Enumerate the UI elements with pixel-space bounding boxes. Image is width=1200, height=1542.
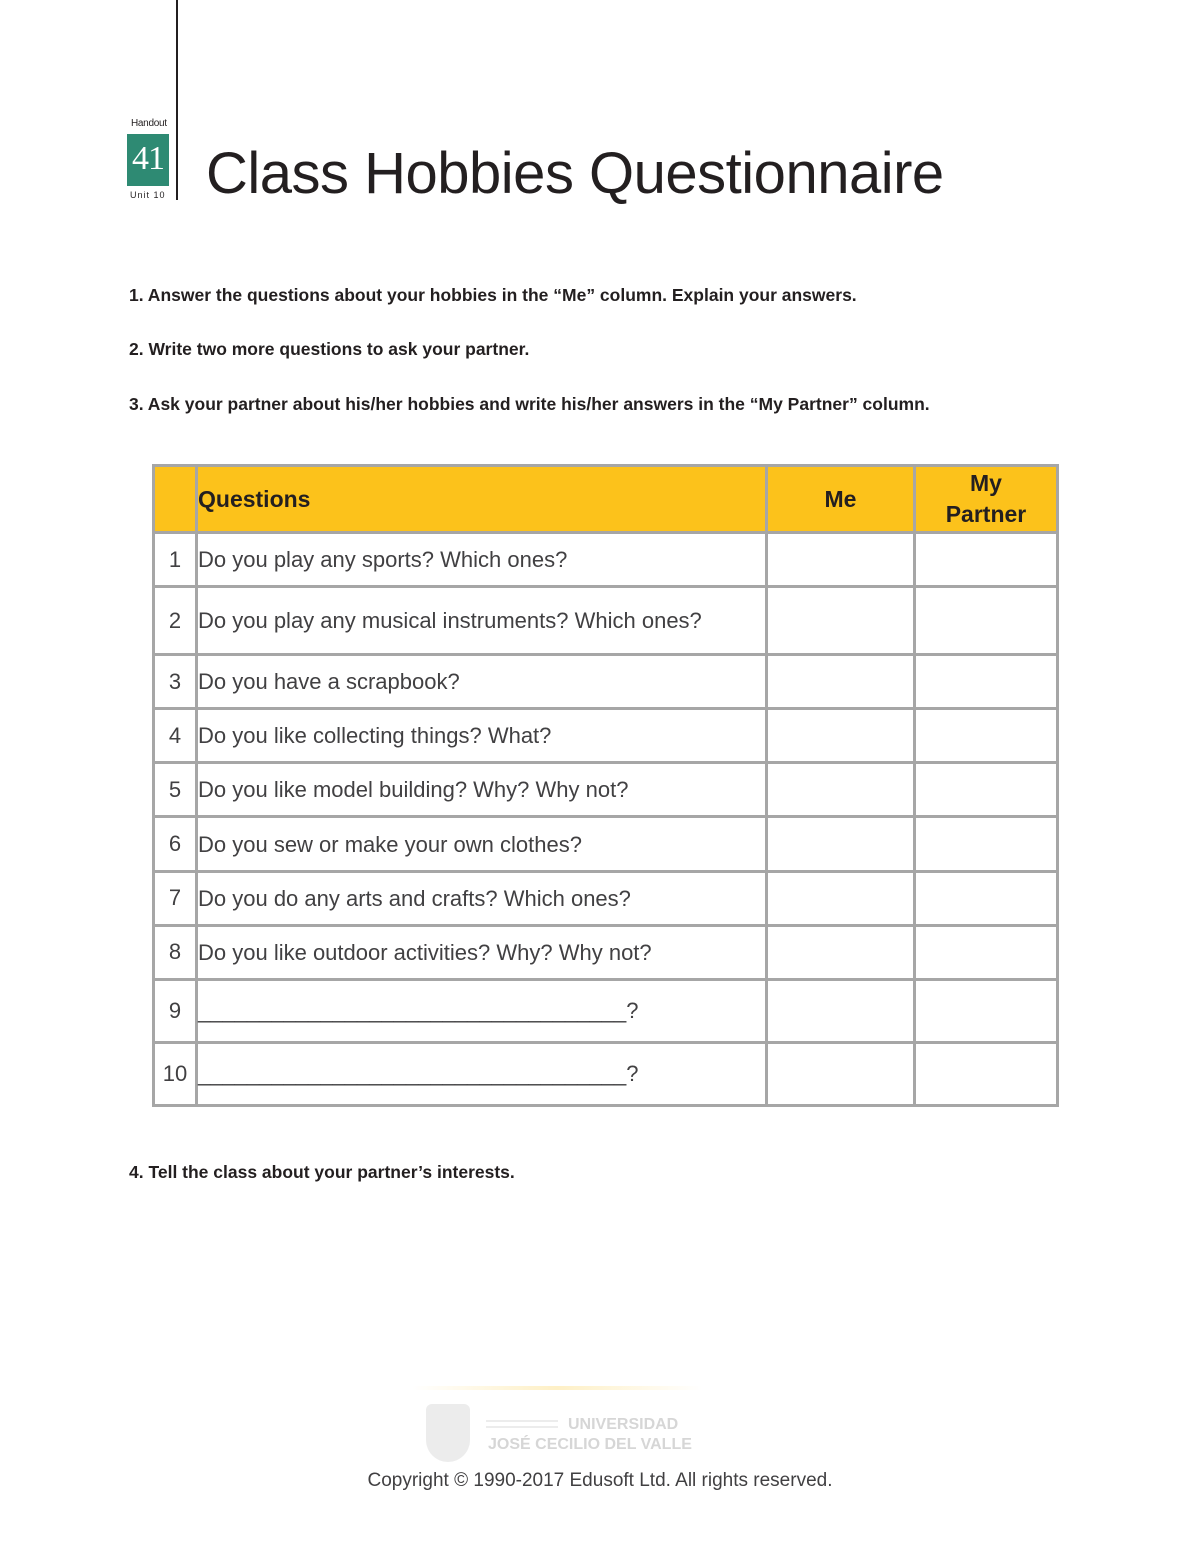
question-text: Do you do any arts and crafts? Which ones? xyxy=(197,871,767,925)
row-number: 8 xyxy=(154,925,197,979)
question-text: Do you like collecting things? What? xyxy=(197,709,767,763)
header-my-partner xyxy=(915,466,1058,533)
partner-answer-cell[interactable] xyxy=(915,871,1058,925)
table-row xyxy=(154,709,1058,763)
handout-label: Handout xyxy=(131,118,167,129)
footer-divider xyxy=(412,1386,702,1390)
university-logo-lines xyxy=(486,1420,558,1422)
instruction-1: 1. Answer the questions about your hobbies in the “Me” column. Explain your answers. xyxy=(129,285,857,305)
question-blank[interactable]: ___________________________________? xyxy=(197,979,767,1042)
row-number: 2 xyxy=(154,587,197,655)
partner-answer-cell[interactable] xyxy=(915,709,1058,763)
table-header-row xyxy=(154,466,1058,533)
me-answer-cell[interactable] xyxy=(767,763,915,817)
questionnaire-table xyxy=(152,464,1059,1107)
partner-answer-cell[interactable] xyxy=(915,817,1058,871)
instruction-2: 2. Write two more questions to ask your partner. xyxy=(129,339,530,359)
page-title: Class Hobbies Questionnaire xyxy=(206,141,944,206)
me-answer-cell[interactable] xyxy=(767,979,915,1042)
me-answer-cell[interactable] xyxy=(767,925,915,979)
university-name-line2: JOSÉ CECILIO DEL VALLE xyxy=(488,1436,692,1453)
unit-label: Unit 10 xyxy=(130,190,166,200)
university-name-line1: UNIVERSIDAD xyxy=(568,1416,679,1433)
table-row xyxy=(154,763,1058,817)
question-text: Do you sew or make your own clothes? xyxy=(197,817,767,871)
row-number: 7 xyxy=(154,871,197,925)
header-me: Me xyxy=(767,466,915,533)
row-number: 3 xyxy=(154,655,197,709)
partner-answer-cell[interactable] xyxy=(915,925,1058,979)
partner-answer-cell[interactable] xyxy=(915,1042,1058,1105)
row-number: 5 xyxy=(154,763,197,817)
table-row xyxy=(154,533,1058,587)
me-answer-cell[interactable] xyxy=(767,709,915,763)
header-questions: Questions xyxy=(197,466,767,533)
table-row xyxy=(154,979,1058,1042)
header-number-cell xyxy=(154,466,197,533)
me-answer-cell[interactable] xyxy=(767,871,915,925)
header-my-partner-line1: My xyxy=(970,470,1002,496)
table-row xyxy=(154,1042,1058,1105)
me-answer-cell[interactable] xyxy=(767,587,915,655)
question-text: Do you like model building? Why? Why not? xyxy=(197,763,767,817)
table-row xyxy=(154,817,1058,871)
question-text: Do you like outdoor activities? Why? Why not? xyxy=(197,925,767,979)
table-row xyxy=(154,925,1058,979)
handout-number-badge: 41 xyxy=(127,134,169,186)
instruction-3: 3. Ask your partner about his/her hobbies and write his/her answers in the “My Partner” column. xyxy=(129,394,930,414)
header-my-partner-line2: Partner xyxy=(945,501,1027,527)
me-answer-cell[interactable] xyxy=(767,655,915,709)
row-number: 10 xyxy=(154,1042,197,1105)
row-number: 1 xyxy=(154,533,197,587)
instruction-4: 4. Tell the class about your partner’s interests. xyxy=(129,1162,515,1182)
partner-answer-cell[interactable] xyxy=(915,763,1058,817)
question-text: Do you play any sports? Which ones? xyxy=(197,533,767,587)
me-answer-cell[interactable] xyxy=(767,817,915,871)
partner-answer-cell[interactable] xyxy=(915,979,1058,1042)
row-number: 6 xyxy=(154,817,197,871)
me-answer-cell[interactable] xyxy=(767,533,915,587)
header-vertical-rule xyxy=(176,0,178,200)
table-row xyxy=(154,871,1058,925)
row-number: 4 xyxy=(154,709,197,763)
table-row xyxy=(154,587,1058,655)
partner-answer-cell[interactable] xyxy=(915,533,1058,587)
table-row xyxy=(154,655,1058,709)
question-blank[interactable]: ___________________________________? xyxy=(197,1042,767,1105)
university-crest-logo xyxy=(426,1404,470,1462)
question-text: Do you have a scrapbook? xyxy=(197,655,767,709)
me-answer-cell[interactable] xyxy=(767,1042,915,1105)
partner-answer-cell[interactable] xyxy=(915,655,1058,709)
copyright-notice: Copyright © 1990-2017 Edusoft Ltd. All rights reserved. xyxy=(367,1470,833,1491)
partner-answer-cell[interactable] xyxy=(915,587,1058,655)
question-text: Do you play any musical instruments? Which ones? xyxy=(197,587,767,655)
row-number: 9 xyxy=(154,979,197,1042)
